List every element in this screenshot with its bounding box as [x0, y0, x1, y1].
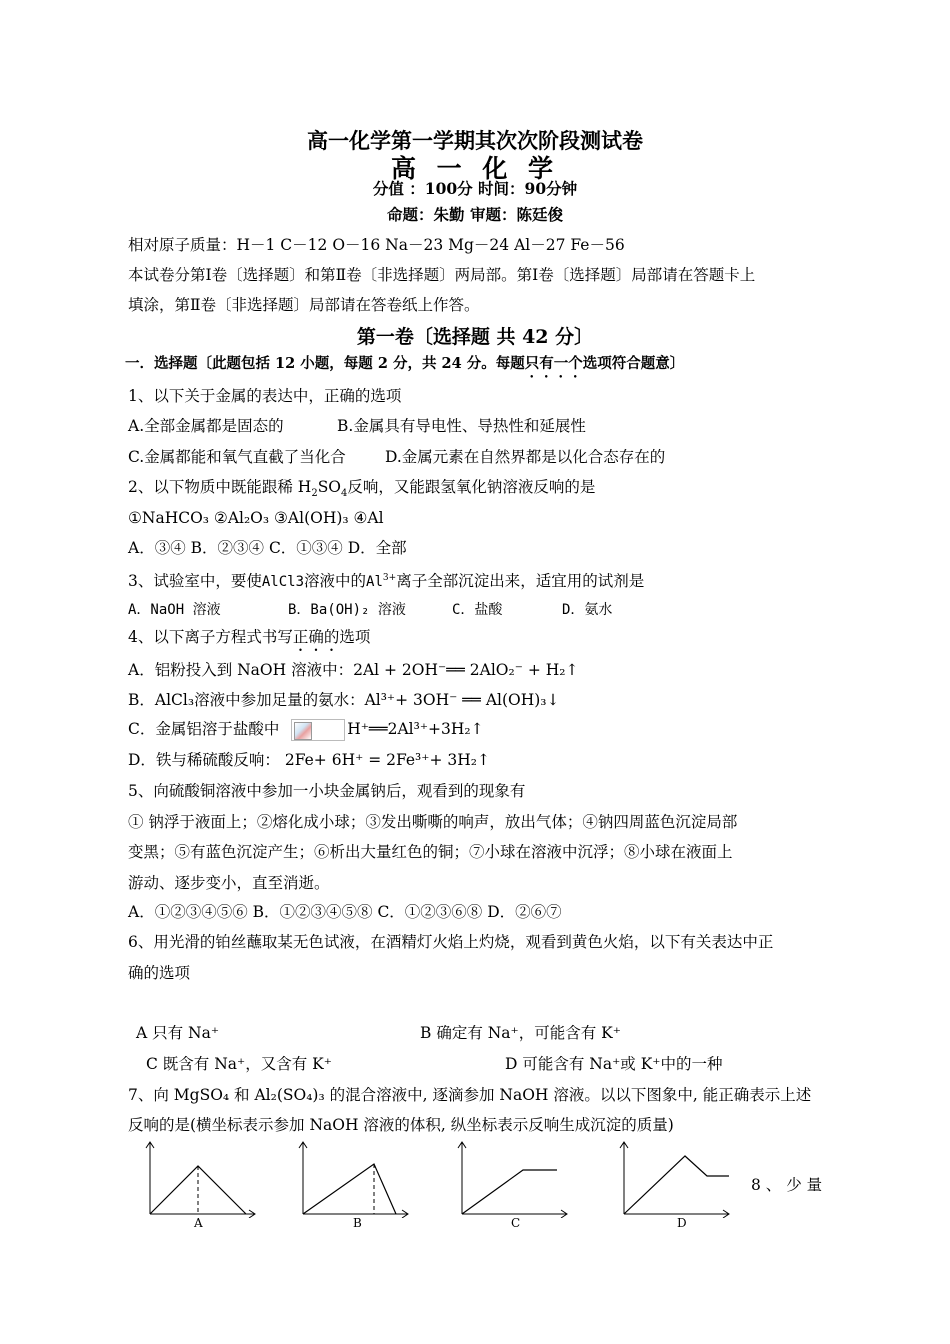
q4-option-a: A．铝粉投入到 NaOH 溶液中：2Al + 2OH⁻══ 2AlO₂⁻ + H₂↑: [128, 661, 579, 679]
graph-a-label: A: [194, 1216, 203, 1230]
q5-line1: ① 钠浮于液面上；②熔化成小球；③发出嘶嘶的响声，放出气体；④钠四周蓝色沉淀局部: [128, 813, 738, 831]
q2-options: A．③④ B．②③④ C．①③④ D．全部: [128, 539, 407, 557]
broken-image-icon: [291, 719, 345, 741]
graph-c: [455, 1140, 570, 1230]
graph-a: [143, 1140, 258, 1230]
q2-items: ①NaHCO₃ ②Al₂O₃ ③Al(OH)₃ ④Al: [128, 509, 384, 527]
atomic-masses: 相对原子质量：H－1 C－12 O－16 Na－23 Mg－24 Al－27 Fe－56: [128, 236, 625, 254]
authors: 命题：朱勤 审题：陈廷俊: [387, 205, 563, 224]
score-time: 分值 ：100分 时间：90分钟: [372, 179, 578, 198]
q4-stem: 4、以下离子方程式书写正确的选项: [128, 628, 371, 646]
q2-stem: 2、以下物质中既能跟稀 $H_2SO_4$反响，又能跟氢氧化钠溶液反响的是: [128, 478, 596, 500]
graph-d: [617, 1140, 735, 1230]
graph-b-label: B: [353, 1216, 362, 1230]
q5-stem: 5、向硫酸铜溶液中参加一小块金属钠后，观看到的现象有: [128, 782, 526, 800]
q6-stem-line2: 确的选项: [128, 964, 191, 982]
q1-option-d: D.金属元素在自然界都是以化合态存在的: [385, 448, 666, 466]
q7-stem-line1: 7、向 MgSO₄ 和 Al₂(SO₄)₃ 的混合溶液中, 逐滴参加 NaOH 溶液。以以下图象中, 能正确表示上述: [128, 1086, 812, 1104]
q6-option-a: A 只有 Na⁺: [136, 1024, 220, 1042]
section1-instruction: 一．选择题〔此题包括 12 小题，每题 2 分，共 24 分。每题只有一个选项符合题意〕: [125, 355, 685, 372]
q4-option-b: B．AlCl₃溶液中参加足量的氨水：Al³⁺+ 3OH⁻ ══ Al(OH)₃↓: [128, 691, 560, 709]
q1-option-b: B.金属具有导电性、导热性和延展性: [337, 417, 586, 435]
q5-options: A．①②③④⑤⑥ B．①②③④⑤⑧ C．①②③⑥⑧ D．②⑥⑦: [128, 903, 562, 921]
q3-stem: 3、试验室中，要使AlCl3溶液中的$Al^{3+}$离子全部沉淀出来，适宜用的试剂是: [128, 572, 645, 591]
q1-option-a: A.全部金属都是固态的: [128, 417, 284, 435]
q8-fragment: 8 、 少 量: [751, 1176, 823, 1194]
graph-d-label: D: [677, 1216, 687, 1230]
q7-stem-line2: 反响的是(横坐标表示参加 NaOH 溶液的体积, 纵坐标表示反响生成沉淀的质量): [128, 1116, 674, 1134]
q3-option-a: A．NaOH 溶液: [128, 602, 221, 618]
q5-line2: 变黑；⑤有蓝色沉淀产生；⑥析出大量红色的铜；⑦小球在溶液中沉浮；⑧小球在液面上: [128, 843, 733, 861]
q5-line3: 游动、逐步变小，直至消逝。: [128, 874, 330, 892]
intro-note-line1: 本试卷分第Ⅰ卷〔选择题〕和第Ⅱ卷〔非选择题〕两局部。第Ⅰ卷〔选择题〕局部请在答题卡上: [128, 266, 756, 284]
subject-title: 高 一 化 学: [390, 154, 560, 183]
q3-option-d: D．氨水: [562, 602, 613, 618]
q4-option-d: D．铁与稀硫酸反响： 2Fe+ 6H⁺ = 2Fe³⁺+ 3H₂↑: [128, 751, 490, 769]
graph-c-label: C: [511, 1216, 521, 1230]
q6-option-d: D 可能含有 Na⁺或 K⁺中的一种: [505, 1055, 723, 1073]
exam-title: 高一化学第一学期其次次阶段测试卷: [307, 128, 643, 153]
q6-option-b: B 确定有 Na⁺，可能含有 K⁺: [420, 1024, 621, 1042]
graph-b: [296, 1140, 411, 1230]
q4-option-c: C．金属铝溶于盐酸中 H⁺══2Al³⁺+3H₂↑: [128, 719, 484, 741]
q6-option-c: C 既含有 Na⁺，又含有 K⁺: [146, 1055, 332, 1073]
q3-option-c: C．盐酸: [452, 602, 503, 618]
q3-option-b: B．Ba(OH)₂ 溶液: [288, 602, 406, 618]
intro-note-line2: 填涂，第Ⅱ卷〔非选择题〕局部请在答卷纸上作答。: [128, 296, 480, 314]
section1-title: 第一卷〔选择题 共 42 分〕: [356, 326, 594, 348]
q6-stem-line1: 6、用光滑的铂丝蘸取某无色试液，在酒精灯火焰上灼烧，观看到黄色火焰，以下有关表达中正: [128, 933, 774, 951]
q1-stem: 1、以下关于金属的表达中，正确的选项: [128, 387, 402, 405]
q1-option-c: C.金属都能和氧气直截了当化合: [128, 448, 346, 466]
